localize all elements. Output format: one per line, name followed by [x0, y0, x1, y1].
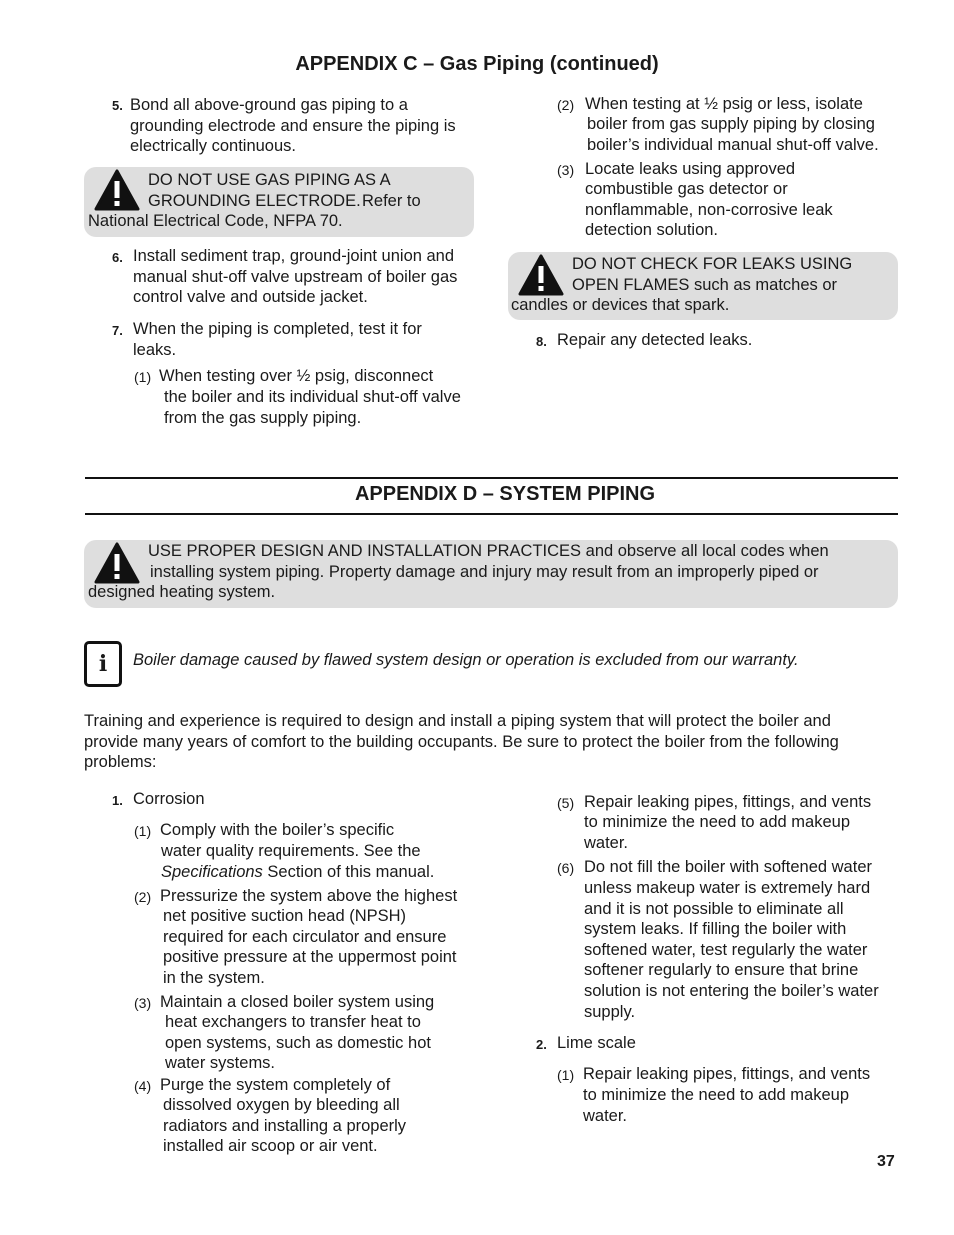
appendix-c-title: APPENDIX C – Gas Piping (continued)	[295, 53, 659, 75]
warning-3-rest: and observe all local codes when	[581, 542, 829, 560]
item-7-3-line1: Locate leaks using approved	[585, 160, 796, 178]
warning-2-last: candles or devices that spark.	[511, 296, 730, 314]
item-d1-2-line1: Pressurize the system above the highest	[160, 887, 458, 905]
item-d1-6-line1: Do not fill the boiler with softened water	[584, 858, 872, 876]
item-d1-1-line1: Comply with the boiler’s specific	[160, 821, 395, 839]
item-7-number: 7.	[112, 323, 123, 338]
item-5-text: Bond all above-ground gas piping to a grounding electrode and ensure the piping is electrically continuous.	[130, 96, 456, 156]
warning-2-rest: such as matches or	[689, 276, 838, 294]
item-7-3-rest: combustible gas detector or nonflammable, non-corrosive leak detection solution.	[585, 180, 833, 240]
warning-1-last: National Electrical Code, NFPA 70.	[88, 212, 343, 230]
item-d1-2-rest: net positive suction head (NPSH) required for each circulator and ensure positive pressure at the uppermost point in the system.	[163, 907, 457, 987]
item-d1-1-number: (1)	[134, 823, 152, 839]
item-d1-2-number: (2)	[134, 889, 152, 905]
section-rule-top	[85, 477, 898, 479]
item-d2-1-rest: to minimize the need to add makeup water.	[583, 1086, 849, 1125]
item-6-text: Install sediment trap, ground-joint union and manual shut-off valve upstream of boiler gas control valve and outside jacket.	[133, 247, 458, 307]
item-7-2-number: (2)	[557, 97, 575, 113]
item-d1-text: Corrosion	[133, 790, 205, 808]
intro-paragraph: Training and experience is required to design and install a piping system that will protect the boiler and provide many years of comfort to the building occupants. Be sure to protect the boiler from the following problems:	[84, 712, 839, 772]
warning-icon	[94, 541, 140, 585]
info-icon: i	[84, 641, 122, 687]
item-7-2-line1: When testing at ½ psig or less, isolate	[585, 95, 863, 113]
item-d1-4-line1: Purge the system completely of	[160, 1076, 391, 1094]
warning-2-line1: DO NOT CHECK FOR LEAKS USING	[572, 255, 853, 273]
section-rule-bottom	[85, 513, 898, 515]
item-5-number: 5.	[112, 98, 123, 113]
item-d1-1-line3-rest: Section of this manual.	[262, 863, 435, 881]
appendix-d-title: APPENDIX D – SYSTEM PIPING	[354, 483, 656, 505]
item-d1-number: 1.	[112, 793, 123, 808]
item-8-text: Repair any detected leaks.	[557, 331, 753, 349]
specifications-italic: Specifications	[161, 863, 263, 881]
item-8-number: 8.	[536, 334, 547, 349]
warning-3-caps: USE PROPER DESIGN AND INSTALLATION PRACTICES	[148, 542, 582, 560]
item-d1-3-line1: Maintain a closed boiler system using	[160, 993, 435, 1011]
item-d1-5-rest: to minimize the need to add makeup water.	[584, 813, 850, 852]
item-d2-1-number: (1)	[557, 1067, 575, 1083]
warning-1-rest: Refer to	[362, 192, 421, 210]
item-d2-1-line1: Repair leaking pipes, fittings, and vents	[583, 1065, 871, 1083]
item-d1-5-number: (5)	[557, 795, 575, 811]
warning-3-line2: installing system piping. Property damage and injury may result from an improperly piped or	[150, 563, 819, 581]
warning-3-line3: designed heating system.	[88, 583, 276, 601]
item-d1-6-number: (6)	[557, 860, 575, 876]
item-d1-1-line2: water quality requirements. See the	[161, 842, 421, 860]
item-7-3-number: (3)	[557, 162, 575, 178]
item-d1-4-number: (4)	[134, 1078, 152, 1094]
page-number: 37	[877, 1153, 895, 1170]
warning-2-caps: OPEN FLAMES	[572, 276, 690, 294]
item-7-text: When the piping is completed, test it for leaks.	[133, 320, 422, 359]
item-d1-6-rest: unless makeup water is extremely hard and it is not possible to eliminate all system leaks. If filling the boiler with softened water, test regularly the water softener regularly to ensure that brine solution is not entering the boiler’s water supply.	[584, 879, 879, 1021]
item-d1-5-line1: Repair leaking pipes, fittings, and vents	[584, 793, 872, 811]
item-6-number: 6.	[112, 250, 123, 265]
item-d2-text: Lime scale	[557, 1034, 636, 1052]
item-7-1-rest: the boiler and its individual shut-off valve from the gas supply piping.	[164, 388, 461, 427]
item-d1-4-rest: dissolved oxygen by bleeding all radiators and installing a properly installed air scoop or air vent.	[163, 1096, 407, 1156]
item-d1-3-number: (3)	[134, 995, 152, 1011]
item-7-1-line1: When testing over ½ psig, disconnect	[159, 367, 434, 385]
warning-1-caps: DO NOT USE GAS PIPING AS A GROUNDING ELECTRODE.	[148, 171, 391, 210]
item-d1-3-rest: heat exchangers to transfer heat to open systems, such as domestic hot water systems.	[165, 1013, 431, 1073]
info-note: Boiler damage caused by flawed system design or operation is excluded from our warranty.	[133, 651, 799, 669]
warning-icon	[94, 168, 140, 212]
item-7-2-rest: boiler from gas supply piping by closing boiler’s individual manual shut-off valve.	[587, 115, 879, 154]
warning-icon	[518, 253, 564, 297]
item-7-1-number: (1)	[134, 369, 152, 385]
item-d2-number: 2.	[536, 1037, 547, 1052]
